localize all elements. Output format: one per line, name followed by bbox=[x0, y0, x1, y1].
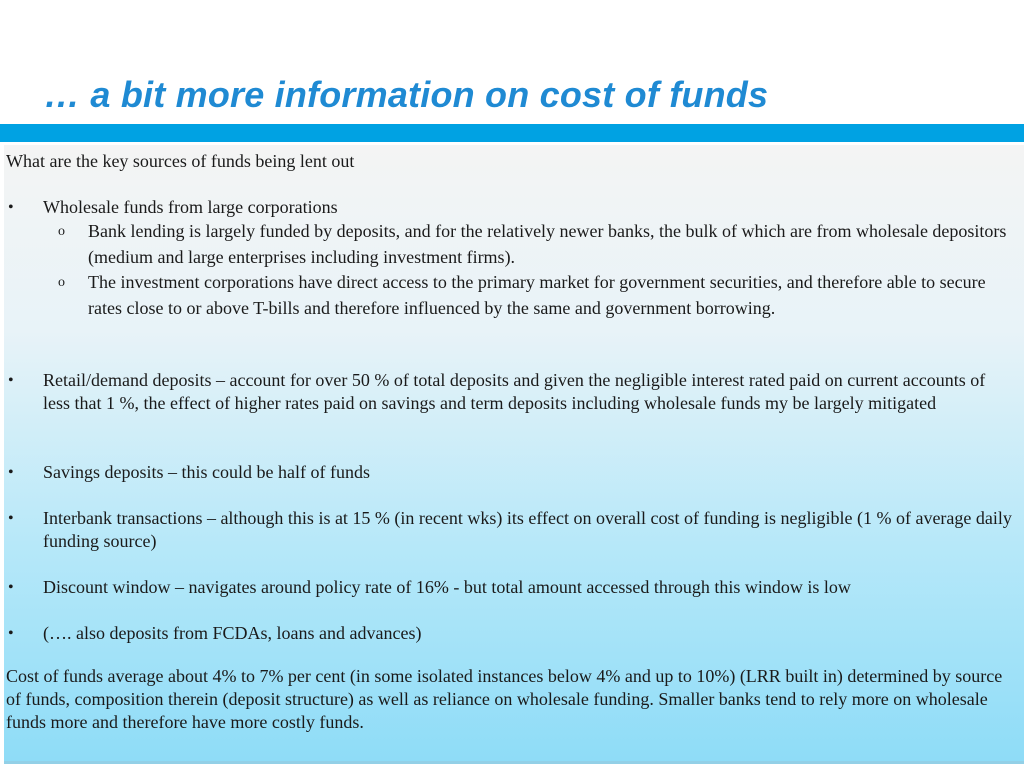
bullet-text: Discount window – navigates around policy rate of 16% - but total amount accessed through this window is low bbox=[43, 577, 851, 597]
content-panel bbox=[4, 145, 1024, 764]
bullet-icon: • bbox=[8, 199, 14, 216]
bullet-text: Interbank transactions – although this is at 15 % (in recent wks) its effect on overall cost of funding is negligible (1 % of average daily funding source) bbox=[43, 508, 1012, 551]
title-divider-bar bbox=[0, 124, 1024, 142]
sub-bullet-text: The investment corporations have direct access to the primary market for government securities, and therefore able to secure rates close to or above T-bills and therefore influenced by the same and government borrowing. bbox=[88, 272, 986, 318]
sub-bullet-icon: o bbox=[58, 275, 65, 290]
bullet-icon: • bbox=[8, 464, 14, 481]
bullet-icon: • bbox=[8, 579, 14, 596]
bullet-text: Savings deposits – this could be half of funds bbox=[43, 462, 370, 482]
slide-title: … a bit more information on cost of funds bbox=[44, 74, 769, 115]
sub-bullet-text: Bank lending is largely funded by deposits, and for the relatively newer banks, the bulk of which are from wholesale depositors (medium and large enterprises including investment firms). bbox=[88, 221, 1007, 267]
sub-bullet-icon: o bbox=[58, 224, 65, 239]
intro-text: What are the key sources of funds being lent out bbox=[6, 151, 355, 171]
bullet-text: (…. also deposits from FCDAs, loans and advances) bbox=[43, 623, 422, 643]
bullet-text: Retail/demand deposits – account for over 50 % of total deposits and given the negligible interest rated paid on current accounts of less that 1 %, the effect of higher rates paid on savings and term deposits including wholesale funds my be largely mitigated bbox=[43, 370, 986, 413]
closing-paragraph: Cost of funds average about 4% to 7% per cent (in some isolated instances below 4% and up to 10%) (LRR built in) determined by source of funds, composition therein (deposit structure) as well as reliance on wholesale funding. Smaller banks tend to rely more on wholesale funds more and therefore have more costly funds. bbox=[6, 666, 1003, 732]
bullet-text: Wholesale funds from large corporations bbox=[43, 197, 338, 217]
bullet-icon: • bbox=[8, 372, 14, 389]
bullet-icon: • bbox=[8, 510, 14, 527]
bullet-icon: • bbox=[8, 625, 14, 642]
